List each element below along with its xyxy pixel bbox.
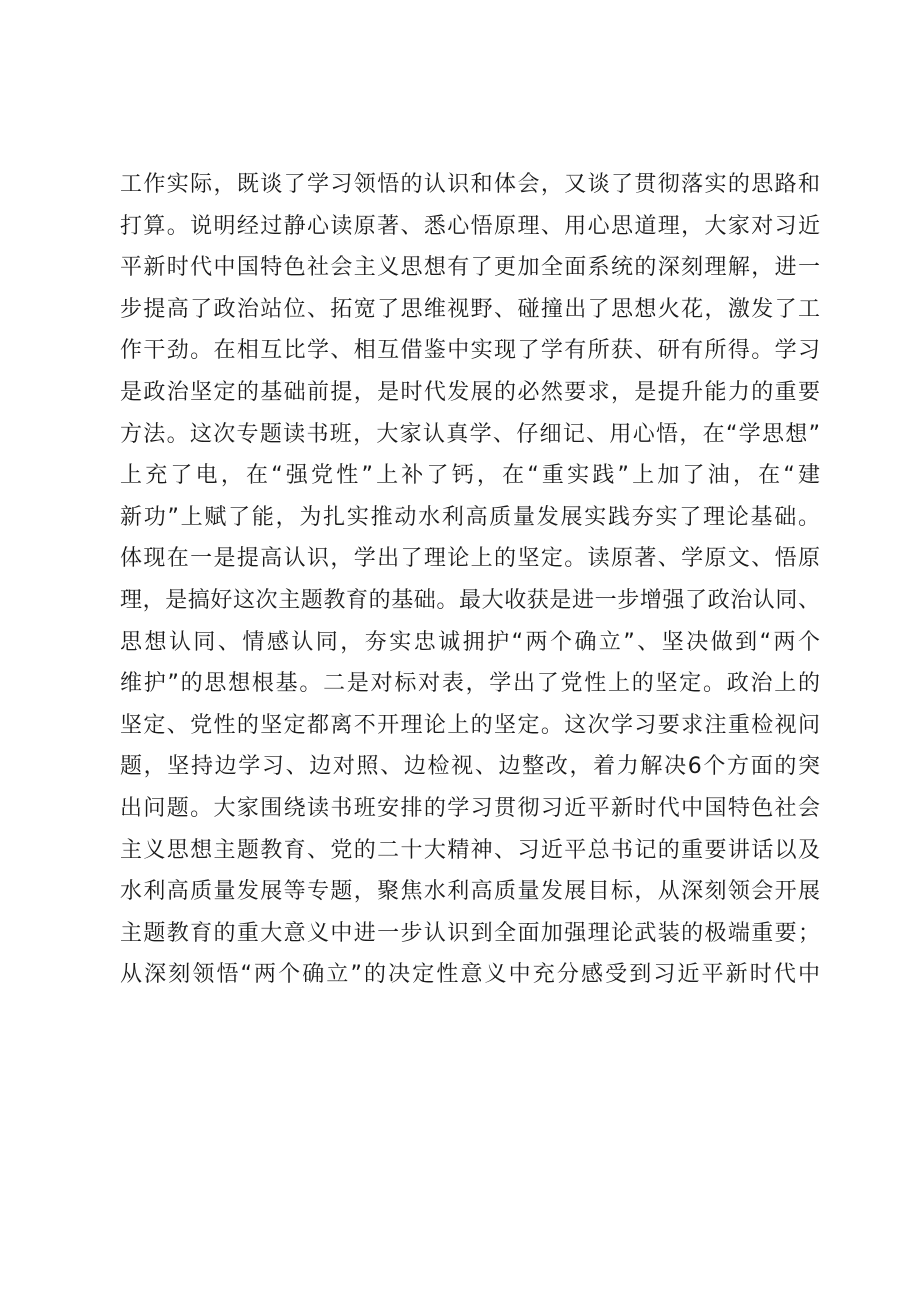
text-line: 维护”的思想根基。二是对标对表，学出了党性上的坚定。政治上的: [120, 671, 820, 697]
text-line: 水利高质量发展等专题，聚焦水利高质量发展目标，从深刻领会开展: [120, 879, 820, 905]
text-line: 题，坚持边学习、边对照、边检视、边整改，着力解决6个方面的突: [120, 754, 820, 780]
text-line: 出问题。大家围绕读书班安排的学习贯彻习近平新时代中国特色社会: [120, 795, 820, 821]
text-line: 坚定、党性的坚定都离不开理论上的坚定。这次学习要求注重检视问: [120, 712, 820, 738]
text-line: 思想认同、情感认同，夯实忠诚拥护“两个确立”、坚决做到“两个: [120, 629, 820, 655]
text-line: 步提高了政治站位、拓宽了思维视野、碰撞出了思想火花，激发了工: [120, 296, 820, 322]
text-line: 上充了电，在“强党性”上补了钙，在“重实践”上加了油，在“建: [120, 463, 820, 489]
text-line: 理，是搞好这次主题教育的基础。最大收获是进一步增强了政治认同、: [120, 587, 820, 613]
text-line: 工作实际，既谈了学习领悟的认识和体会，又谈了贯彻落实的思路和: [120, 172, 820, 197]
text-line: 方法。这次专题读书班，大家认真学、仔细记、用心悟，在“学思想”: [120, 421, 820, 447]
text-line: 主义思想主题教育、党的二十大精神、习近平总书记的重要讲话以及: [120, 837, 820, 863]
text-line: 体现在一是提高认识，学出了理论上的坚定。读原著、学原文、悟原: [120, 546, 820, 572]
text-line: 主题教育的重大意义中进一步认识到全面加强理论武装的极端重要；: [120, 920, 820, 946]
text-line: 从深刻领悟“两个确立”的决定性意义中充分感受到习近平新时代中: [120, 962, 820, 988]
text-line: 新功”上赋了能，为扎实推动水利高质量发展实践夯实了理论基础。: [120, 504, 820, 530]
text-line: 打算。说明经过静心读原著、悉心悟原理、用心思道理，大家对习近: [120, 213, 820, 239]
text-line: 平新时代中国特色社会主义思想有了更加全面系统的深刻理解，进一: [120, 255, 820, 281]
document-body: [120, 164, 820, 996]
text-line: 作干劲。在相互比学、相互借鉴中实现了学有所获、研有所得。学习: [120, 338, 820, 364]
text-line: 是政治坚定的基础前提，是时代发展的必然要求，是提升能力的重要: [120, 379, 820, 405]
